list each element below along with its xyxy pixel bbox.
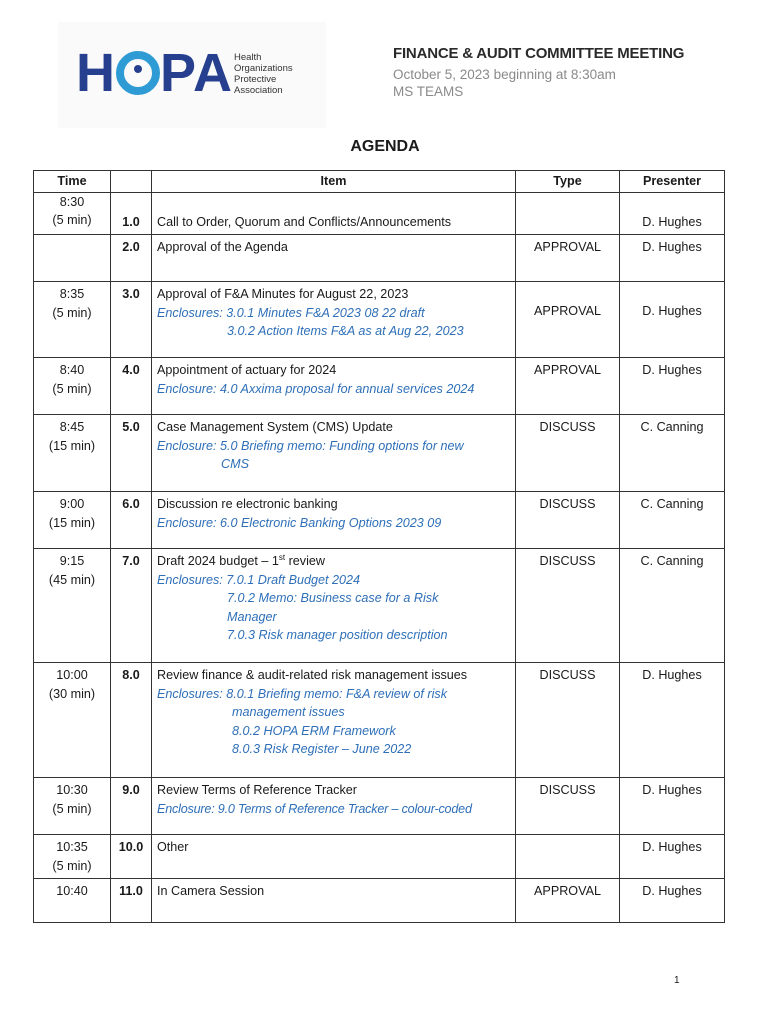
time-cell: [34, 663, 111, 778]
type-cell: [516, 835, 620, 879]
type-cell: DISCUSS: [516, 663, 620, 778]
item-number: 3.0: [111, 282, 152, 358]
presenter-cell: C. Canning: [620, 549, 725, 663]
item-title: Appointment of actuary for 2024: [157, 363, 337, 377]
time: 8:30: [59, 194, 85, 209]
item-number: 4.0: [111, 358, 152, 415]
time-cell: [34, 358, 111, 415]
meeting-title: FINANCE & AUDIT COMMITTEE MEETING: [393, 45, 685, 62]
table-row: [34, 663, 725, 778]
time-cell: [34, 192, 111, 235]
item-title-text: review: [285, 554, 325, 568]
item-cell: [152, 235, 516, 282]
duration: (5 min): [52, 305, 92, 320]
item-title: Review Terms of Reference Tracker: [157, 783, 357, 797]
item-title: Other: [157, 840, 189, 854]
col-header-time: Time: [34, 171, 111, 193]
ordinal-suffix: st: [278, 552, 286, 562]
agenda-table: [33, 170, 725, 923]
enclosure-line: 3.0.2 Action Items F&A as at Aug 22, 2023: [227, 324, 464, 338]
type-cell: DISCUSS: [516, 778, 620, 835]
logo-subtitle-line: Organizations: [234, 63, 293, 74]
table-row: [34, 549, 725, 663]
enclosure-line: Enclosure: 4.0 Axxima proposal for annual services 2024: [157, 381, 475, 396]
duration: (5 min): [52, 213, 92, 227]
logo-subtitle-line: Health: [234, 52, 262, 63]
item-number: 6.0: [111, 492, 152, 549]
item-title: Approval of the Agenda: [157, 240, 288, 254]
logo-subtitle: [234, 52, 293, 96]
duration: (30 min): [48, 686, 96, 701]
time-cell: [34, 492, 111, 549]
table-row: [34, 835, 725, 879]
table-row: [34, 415, 725, 492]
time-cell: [34, 282, 111, 358]
presenter-cell: C. Canning: [620, 415, 725, 492]
table-row: [34, 282, 725, 358]
time: 8:35: [59, 287, 85, 301]
item-number: 11.0: [111, 879, 152, 923]
agenda-header-row: [34, 171, 725, 193]
item-number: 10.0: [111, 835, 152, 879]
type-cell: DISCUSS: [516, 549, 620, 663]
time: 10:40: [56, 884, 88, 898]
time: 8:45: [59, 420, 85, 434]
item-number: 2.0: [111, 235, 152, 282]
item-cell: [152, 192, 516, 235]
col-header-item: Item: [152, 171, 516, 193]
type-cell: DISCUSS: [516, 492, 620, 549]
item-cell: [152, 879, 516, 923]
presenter-cell: D. Hughes: [620, 663, 725, 778]
item-cell: [152, 778, 516, 835]
enclosure-line: Enclosures: 3.0.1 Minutes F&A 2023 08 22 draft: [157, 305, 425, 320]
presenter-cell: D. Hughes: [620, 282, 725, 358]
duration: (15 min): [48, 438, 96, 453]
meeting-header: [393, 45, 684, 99]
col-header-type: Type: [516, 171, 620, 193]
duration: (45 min): [48, 572, 96, 587]
type-cell: APPROVAL: [516, 358, 620, 415]
table-row: [34, 235, 725, 282]
presenter-cell: D. Hughes: [620, 879, 725, 923]
col-header-number: [111, 171, 152, 193]
meeting-date: October 5, 2023 beginning at 8:30am: [393, 67, 616, 82]
time: 9:15: [59, 554, 85, 568]
duration: (5 min): [52, 381, 92, 396]
enclosure-line: Enclosure: 5.0 Briefing memo: Funding options for new: [157, 438, 464, 453]
presenter-cell: D. Hughes: [620, 235, 725, 282]
item-cell: [152, 663, 516, 778]
time: 10:30: [56, 783, 88, 797]
presenter-cell: D. Hughes: [620, 835, 725, 879]
time-cell: [34, 415, 111, 492]
enclosure-line: 7.0.3 Risk manager position description: [227, 628, 448, 642]
item-title: [157, 552, 510, 571]
enclosure-line: Enclosure: 9.0 Terms of Reference Tracker – colour-coded: [157, 801, 472, 816]
duration: (5 min): [52, 801, 92, 816]
item-cell: [152, 549, 516, 663]
time-cell: [34, 835, 111, 879]
item-cell: [152, 492, 516, 549]
presenter-cell: C. Canning: [620, 492, 725, 549]
item-title-text: Draft 2024 budget – 1: [157, 554, 279, 568]
type-cell: APPROVAL: [516, 879, 620, 923]
enclosure-line: 7.0.2 Memo: Business case for a Risk: [227, 591, 439, 605]
item-title: Review finance & audit-related risk management issues: [157, 668, 468, 682]
time-cell: [34, 879, 111, 923]
item-number: 7.0: [111, 549, 152, 663]
item-cell: [152, 415, 516, 492]
col-header-presenter: Presenter: [620, 171, 725, 193]
time-cell: [34, 235, 111, 282]
logo-subtitle-line: Protective: [234, 74, 277, 85]
item-number: 5.0: [111, 415, 152, 492]
table-row: [34, 879, 725, 923]
type-cell: APPROVAL: [516, 282, 620, 358]
presenter-cell: D. Hughes: [620, 192, 725, 235]
logo-letter-h: H: [76, 43, 116, 103]
meeting-location: MS TEAMS: [393, 84, 464, 99]
type-cell: DISCUSS: [516, 415, 620, 492]
enclosure-line: management issues: [232, 705, 345, 719]
enclosure-line: Enclosures: 7.0.1 Draft Budget 2024: [157, 572, 361, 587]
enclosure-line: CMS: [221, 457, 249, 471]
table-row: [34, 192, 725, 235]
item-title: Call to Order, Quorum and Conflicts/Announcements: [157, 214, 451, 229]
time-cell: [34, 778, 111, 835]
hopa-logo: [58, 22, 326, 128]
page-number: 1: [674, 975, 680, 986]
enclosure-line: Enclosures: 8.0.1 Briefing memo: F&A review of risk: [157, 686, 447, 701]
table-row: [34, 492, 725, 549]
duration: (5 min): [52, 858, 92, 873]
item-title: Case Management System (CMS) Update: [157, 420, 393, 434]
item-cell: [152, 358, 516, 415]
item-title: Approval of F&A Minutes for August 22, 2023: [157, 287, 409, 301]
duration: (15 min): [48, 515, 96, 530]
enclosure-line: Manager: [227, 609, 277, 624]
item-number: 8.0: [111, 663, 152, 778]
agenda-title: AGENDA: [350, 138, 420, 155]
presenter-cell: D. Hughes: [620, 358, 725, 415]
table-row: [34, 358, 725, 415]
logo-figure-icon: [116, 51, 160, 95]
time: 10:35: [56, 840, 88, 854]
enclosure-line: 8.0.2 HOPA ERM Framework: [232, 723, 396, 738]
item-cell: [152, 282, 516, 358]
time-cell: [34, 549, 111, 663]
type-cell: [516, 192, 620, 235]
logo-letters-pa: PA: [160, 43, 234, 103]
logo-wordmark: [76, 43, 234, 103]
item-title: In Camera Session: [157, 884, 265, 898]
item-cell: [152, 835, 516, 879]
time: 8:40: [59, 363, 85, 377]
presenter-cell: D. Hughes: [620, 778, 725, 835]
item-number: 1.0: [111, 192, 152, 235]
time: 9:00: [59, 497, 85, 511]
logo-subtitle-line: Association: [234, 85, 283, 96]
type-cell: APPROVAL: [516, 235, 620, 282]
enclosure-line: 8.0.3 Risk Register – June 2022: [232, 742, 412, 756]
table-row: [34, 778, 725, 835]
item-number: 9.0: [111, 778, 152, 835]
time: 10:00: [56, 668, 88, 682]
enclosure-line: Enclosure: 6.0 Electronic Banking Options 2023 09: [157, 515, 442, 530]
item-title: Discussion re electronic banking: [157, 497, 338, 511]
